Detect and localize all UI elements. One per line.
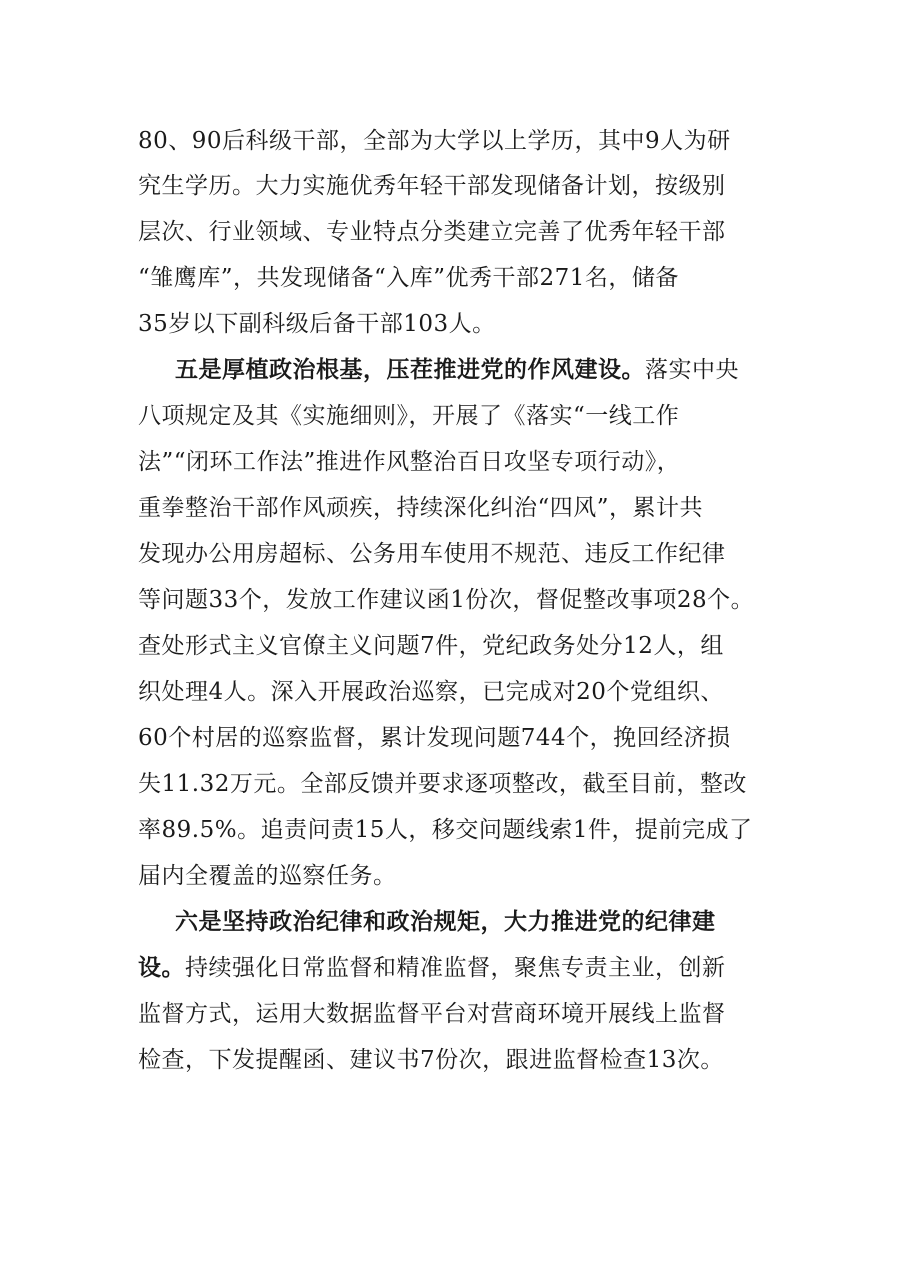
text-line: 80、90后科级干部，全部为大学以上学历，其中9人为研 — [138, 128, 731, 154]
text-line: 查处形式主义官僚主义问题7件，党纪政务处分12人，组 — [138, 633, 724, 659]
text-line: “雏鹰库”，共发现储备“入库”优秀干部271名，储备 — [138, 265, 679, 291]
text-line: 检查，下发提醒函、建议书7份次，跟进监督检查13次。 — [138, 1047, 724, 1073]
text-line: 等问题33个，发放工作建议函1份次，督促整改事项28个。 — [138, 587, 755, 613]
text-line: 率89.5%。追责问责15人，移交问题线索1件，提前完成了 — [138, 817, 753, 843]
text-line: 监督方式，运用大数据监督平台对营商环境开展线上监督 — [138, 1001, 726, 1027]
text-line: 35岁以下副科级后备干部103人。 — [138, 311, 496, 337]
paragraph-six-heading: 六是坚持政治纪律和政治规矩，大力推进党的纪律建 — [175, 908, 716, 935]
paragraph-six-heading-end: 设。 — [138, 954, 185, 981]
paragraph-six-text: 持续强化日常监督和精准监督，聚焦专责主业，创新 — [185, 955, 726, 981]
text-line: 八项规定及其《实施细则》，开展了《落实“一线工作 — [138, 403, 680, 429]
text-line: 究生学历。大力实施优秀年轻干部发现储备计划，按级别 — [138, 173, 726, 199]
text-line: 层次、行业领域、专业特点分类建立完善了优秀年轻干部 — [138, 219, 726, 245]
text-line: 60个村居的巡察监督，累计发现问题744个，挽回经济损 — [138, 725, 731, 751]
text-line: 届内全覆盖的巡察任务。 — [138, 863, 397, 889]
text-line: 织处理4人。深入开展政治巡察，已完成对20个党组织、 — [138, 679, 724, 705]
text-line: 重拳整治干部作风顽疾，持续深化纠治“四风”，累计共 — [138, 495, 704, 521]
paragraph-six-first-line — [138, 948, 726, 988]
paragraph-five-first-line — [175, 350, 739, 390]
text-line: 法”“闭环工作法”推进作风整治百日攻坚专项行动》， — [138, 449, 681, 475]
text-line: 失11.32万元。全部反馈并要求逐项整改，截至目前，整改 — [138, 771, 747, 797]
paragraph-five-text: 落实中央 — [645, 357, 739, 383]
text-line: 发现办公用房超标、公务用车使用不规范、违反工作纪律 — [138, 541, 726, 567]
paragraph-five-heading: 五是厚植政治根基，压茬推进党的作风建设。 — [175, 356, 645, 383]
